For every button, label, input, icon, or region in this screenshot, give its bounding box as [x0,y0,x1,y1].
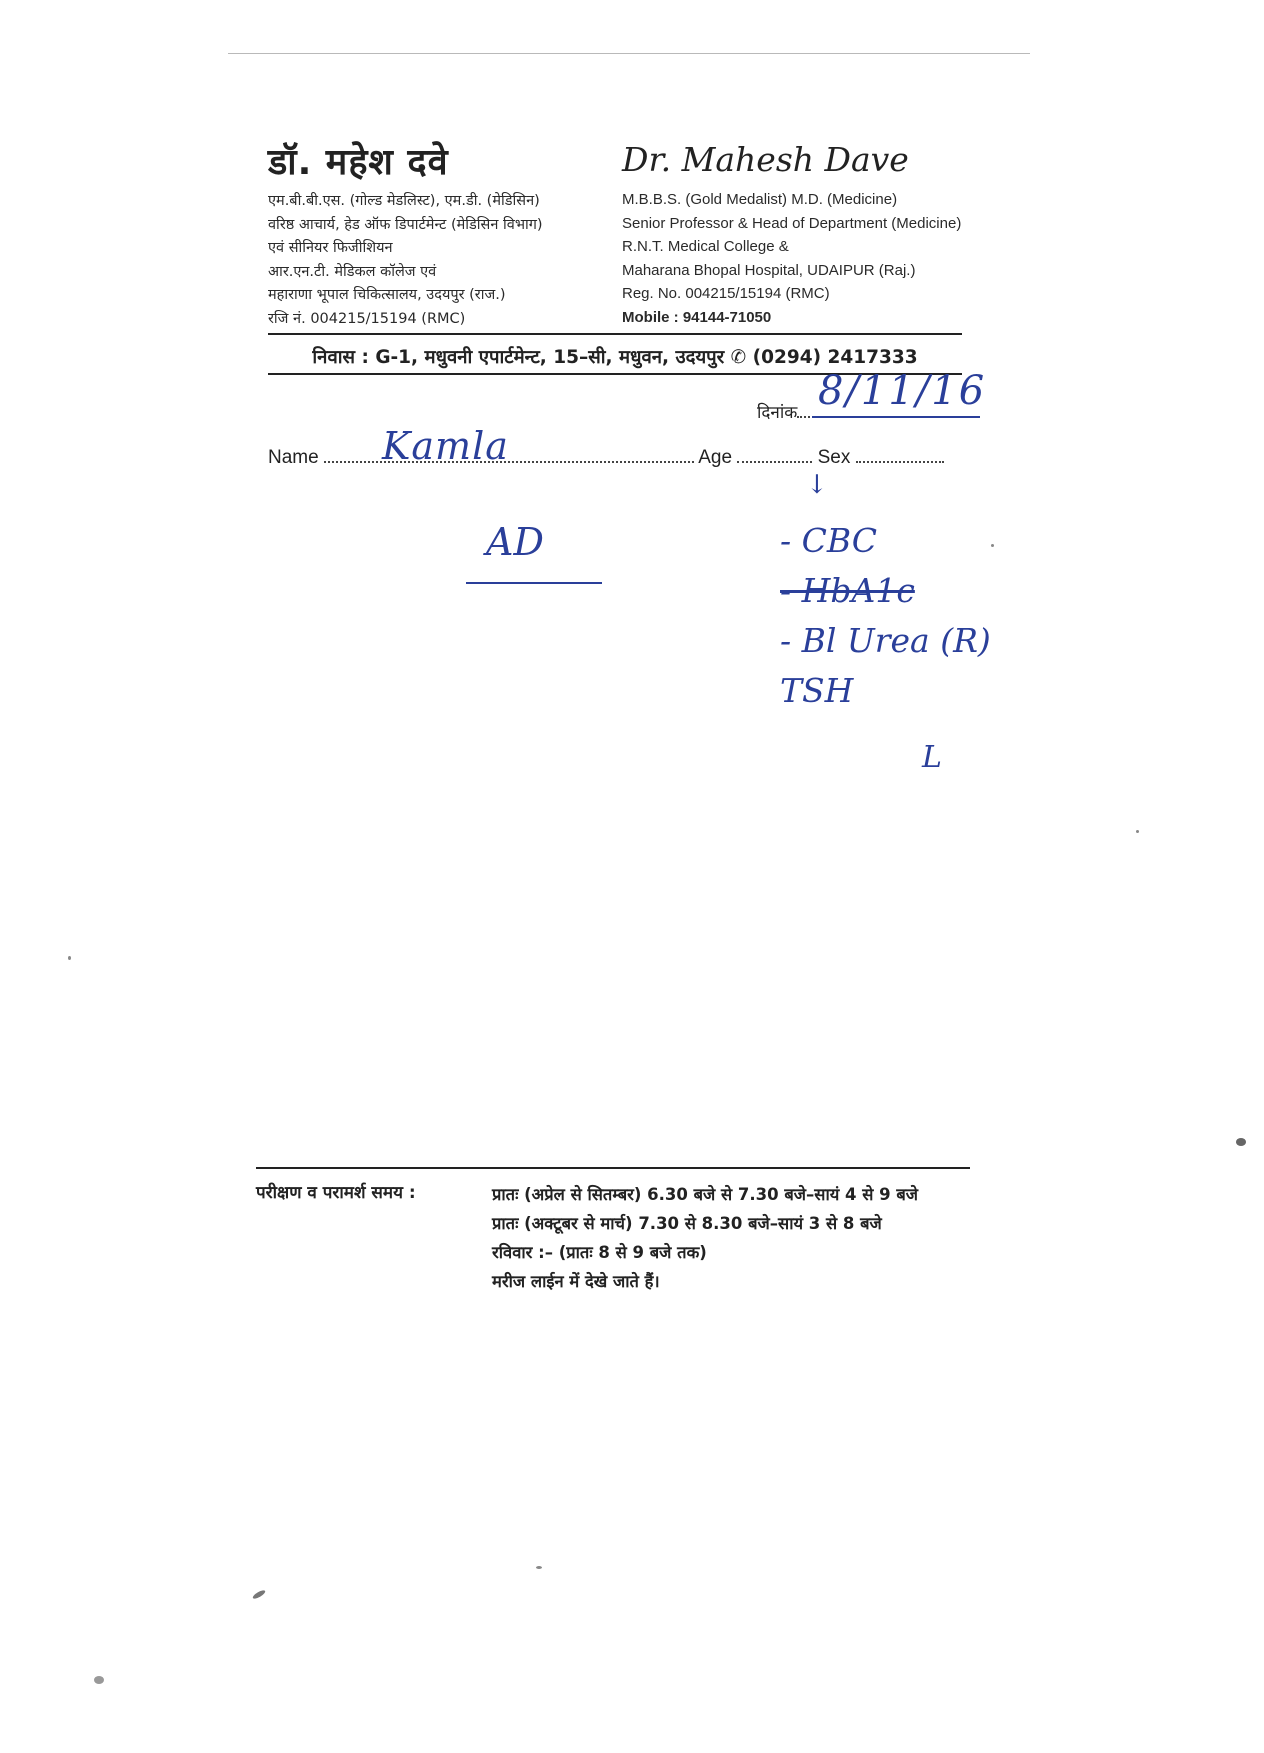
sex-dotted-line [856,459,944,463]
english-line: Reg. No. 004215/15194 (RMC) [622,285,830,302]
consultation-timing-label: परीक्षण व परामर्श समय : [256,1183,416,1203]
address-top-rule [268,333,962,335]
test-item: - Bl Urea (R) [780,621,991,660]
test-item: TSH [780,671,854,710]
timing-line: प्रातः (अक्टूबर से मार्च) 7.30 से 8.30 बजे–सायं 3 से 8 बजे [492,1214,882,1233]
handwritten-date-underline [812,416,980,418]
scan-speck [536,1566,542,1569]
scan-speck [94,1676,104,1684]
handwritten-tests-list [780,516,991,716]
age-dotted-line [737,459,812,463]
handwritten-date: 8/11/16 [818,368,987,414]
timing-line: प्रातः (अप्रेल से सितम्बर) 6.30 बजे से 7.30 बजे–सायं 4 से 9 बजे [492,1185,919,1204]
doctor-credentials-english [622,188,961,329]
page-top-rule [228,53,1030,54]
scan-speck [991,544,994,547]
hindi-line: महाराणा भूपाल चिकित्सालय, उदयपुर (राज.) [268,287,506,303]
doctor-credentials-hindi [268,190,543,331]
hindi-line: एम.बी.बी.एस. (गोल्ड मेडलिस्ट), एम.डी. (मेडिसिन) [268,193,540,209]
consultation-timings [492,1180,918,1296]
date-label: दिनांक [757,403,798,423]
timing-line: मरीज लाईन में देखे जाते हैं। [492,1272,660,1291]
handwritten-end-mark: L [922,740,942,775]
hindi-line: रजि नं. 004215/15194 (RMC) [268,310,466,327]
name-label: Name [268,447,319,468]
english-line: R.N.T. Medical College & [622,238,789,255]
handwritten-diagnosis: AD [486,520,544,564]
hindi-line: एवं सीनियर फिजीशियन [268,240,393,256]
handwritten-diagnosis-underline [466,582,602,584]
timing-line: रविवार :– (प्रातः 8 से 9 बजे तक) [492,1243,707,1262]
residence-address: निवास : G-1, मधुवनी एपार्टमेन्ट, 15–सी, मधुवन, उदयपुर ✆ (0294) 2417333 [312,347,918,368]
sex-label: Sex [817,447,851,468]
hindi-line: आर.एन.टी. मेडिकल कॉलेज एवं [268,263,437,280]
footer-rule [256,1167,970,1169]
english-line: Senior Professor & Head of Department (Medicine) [622,214,962,232]
handwritten-arrow-mark: ↓ [806,470,828,500]
scan-speck [68,956,71,960]
hindi-line: वरिष्ठ आचार्य, हेड ऑफ डिपार्टमेन्ट (मेडिसिन विभाग) [268,216,543,233]
test-item: - CBC [780,521,878,560]
scan-speck [1236,1138,1246,1146]
scan-speck [252,1589,267,1600]
patient-fields-row [268,447,944,469]
english-line: M.B.B.S. (Gold Medalist) M.D. (Medicine) [622,191,898,208]
english-line: Maharana Bhopal Hospital, UDAIPUR (Raj.) [622,261,916,279]
doctor-name-hindi: डॉ. महेश दवे [268,142,449,183]
test-item-struck: - HbA1c [780,571,915,610]
mobile-number: Mobile : 94144-71050 [622,308,772,326]
doctor-name-english: Dr. Mahesh Dave [622,140,909,179]
scan-speck [1136,830,1139,833]
age-label: Age [698,447,733,468]
handwritten-patient-name: Kamla [382,424,509,468]
